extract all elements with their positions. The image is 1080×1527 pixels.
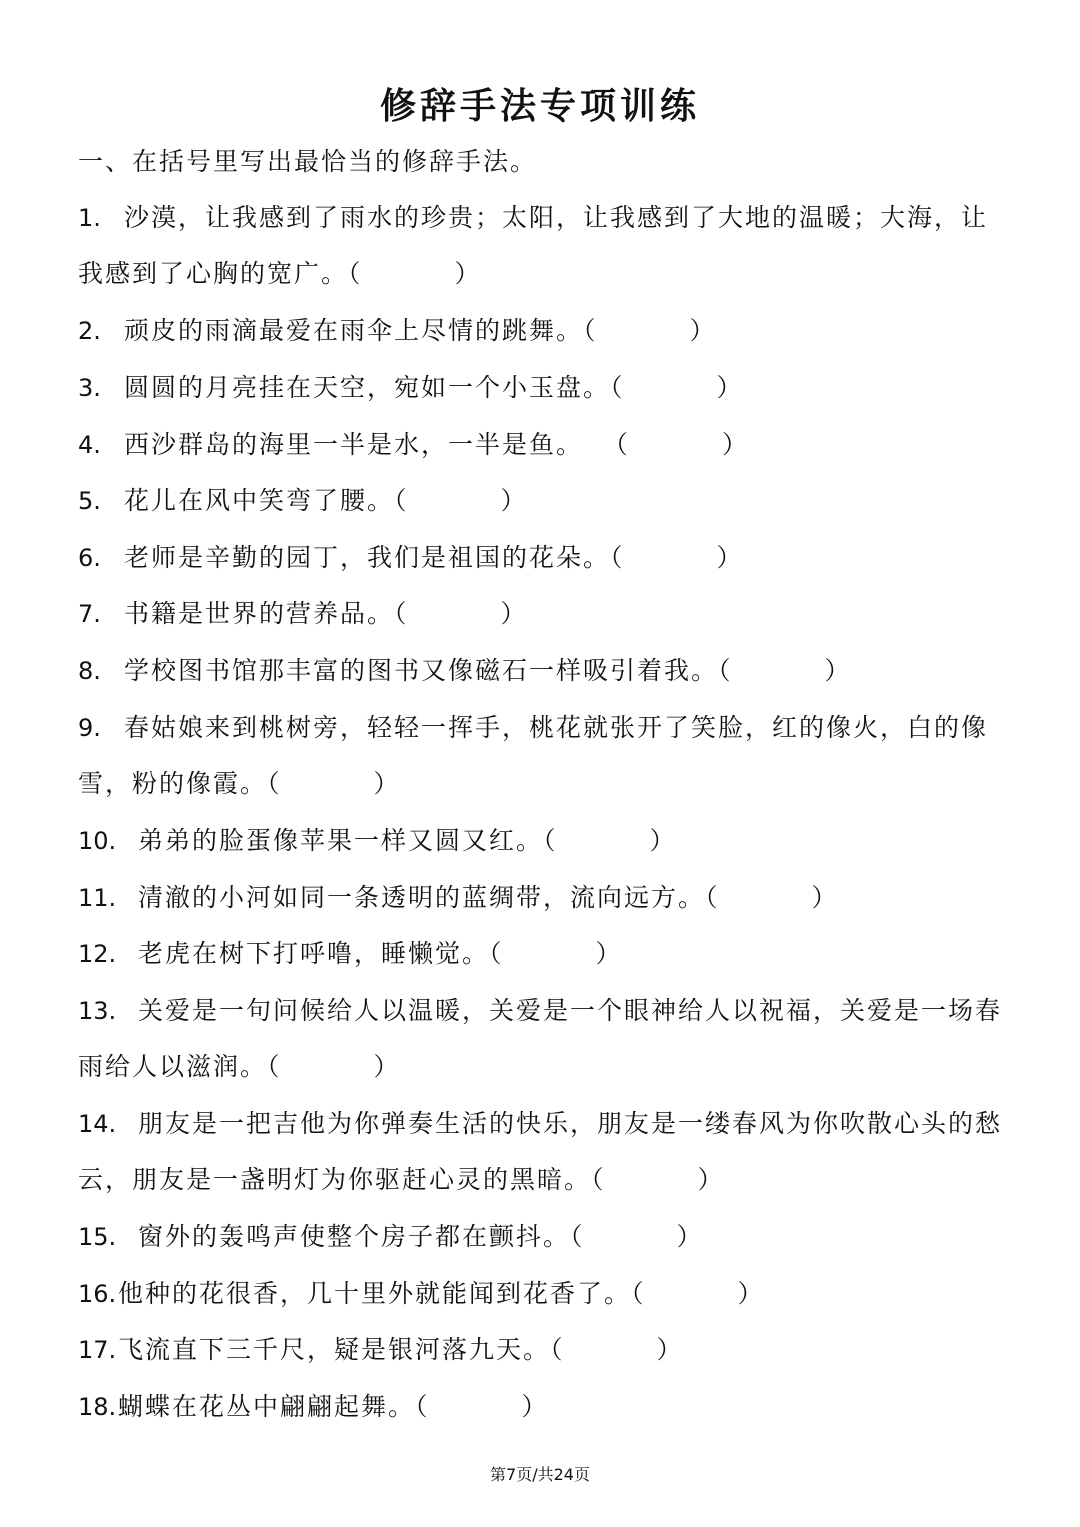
question-text: 他种的花很香，几十里外就能闻到花香了。	[118, 1279, 632, 1308]
question-text: 窗外的轰鸣声使整个房子都在颤抖。	[138, 1222, 571, 1251]
question-text: 老师是辛勤的园丁，我们是祖国的花朵。	[124, 543, 611, 572]
answer-paren-open: （	[394, 486, 409, 515]
question-text: 朋友是一把吉他为你弹奏生活的快乐，朋友是一缕春风为你吹散心头的愁云，朋友是一盏明灯为你驱赶心灵的黑暗。	[78, 1109, 1003, 1194]
answer-paren-close: ）	[649, 826, 677, 855]
answer-paren-open: （	[610, 373, 625, 402]
answer-paren-open: （	[718, 656, 733, 685]
question-number: 12.	[78, 940, 117, 968]
question-item	[78, 473, 1008, 529]
answer-paren-close: ）	[595, 939, 623, 968]
answer-paren-open: （	[543, 826, 558, 855]
question-text: 书籍是世界的营养品。	[124, 599, 395, 628]
question-item	[78, 1379, 1008, 1435]
answer-paren-close: ）	[500, 599, 528, 628]
page-footer: 第7页/共24页	[490, 1465, 590, 1484]
question-number: 14.	[78, 1110, 117, 1138]
section-heading: 一、在括号里写出最恰当的修辞手法。	[78, 147, 538, 176]
question-number: 5.	[78, 487, 101, 515]
question-number: 9.	[78, 714, 101, 742]
answer-paren-close: ）	[697, 1165, 725, 1194]
answer-paren-open: （	[705, 883, 720, 912]
answer-paren-open: （	[570, 1222, 585, 1251]
question-item	[78, 813, 1008, 869]
question-text: 花儿在风中笑弯了腰。	[124, 486, 395, 515]
question-text: 蝴蝶在花丛中翩翩起舞。	[118, 1392, 416, 1421]
question-number: 16.	[78, 1280, 117, 1308]
question-item	[78, 417, 1008, 473]
answer-paren-close: ）	[716, 373, 744, 402]
question-number: 7.	[78, 600, 101, 628]
answer-paren-close: ）	[737, 1279, 765, 1308]
question-number: 4.	[78, 431, 101, 459]
question-number: 6.	[78, 544, 101, 572]
answer-paren-close: ）	[811, 883, 839, 912]
question-number: 1.	[78, 204, 101, 232]
answer-paren-open: （	[591, 1165, 606, 1194]
answer-paren-close: ）	[824, 656, 852, 685]
question-item	[78, 1096, 1008, 1208]
question-number: 17.	[78, 1336, 117, 1364]
answer-paren-close: ）	[721, 430, 749, 459]
question-item	[78, 303, 1008, 359]
question-text: 沙漠，让我感到了雨水的珍贵；太阳，让我感到了大地的温暖；大海，让我感到了心胸的宽广。	[78, 203, 989, 288]
answer-paren-open: （	[415, 1392, 430, 1421]
answer-paren-open: （	[550, 1335, 565, 1364]
answer-paren-open: （	[610, 543, 625, 572]
answer-paren-open: （	[394, 599, 409, 628]
answer-paren-open: （	[267, 769, 282, 798]
question-text: 弟弟的脸蛋像苹果一样又圆又红。	[138, 826, 544, 855]
question-text: 西沙群岛的海里一半是水，一半是鱼。	[124, 430, 584, 459]
page-title: 修辞手法专项训练	[379, 85, 700, 127]
question-text: 学校图书馆那丰富的图书又像磁石一样吸引着我。	[124, 656, 719, 685]
question-number: 18.	[78, 1393, 117, 1421]
answer-paren-open: （	[267, 1052, 282, 1081]
question-item	[78, 360, 1008, 416]
question-text: 清澈的小河如同一条透明的蓝绸带，流向远方。	[138, 883, 706, 912]
question-number: 8.	[78, 657, 101, 685]
answer-paren-close: ）	[521, 1392, 549, 1421]
answer-paren-open: （	[348, 259, 363, 288]
question-text: 圆圆的月亮挂在天空，宛如一个小玉盘。	[124, 373, 611, 402]
question-text: 春姑娘来到桃树旁，轻轻一挥手，桃花就张开了笑脸，红的像火，白的像雪，粉的像霞。	[78, 713, 989, 798]
answer-paren-close: ）	[689, 316, 717, 345]
answer-paren-open: （	[489, 939, 504, 968]
question-item	[78, 1322, 1008, 1378]
question-number: 13.	[78, 997, 117, 1025]
question-item	[78, 530, 1008, 586]
question-number: 11.	[78, 884, 117, 912]
question-text: 顽皮的雨滴最爱在雨伞上尽情的跳舞。	[124, 316, 584, 345]
question-item	[78, 586, 1008, 642]
question-item	[78, 700, 1008, 812]
question-item	[78, 1266, 1008, 1322]
question-text: 飞流直下三千尺，疑是银河落九天。	[118, 1335, 551, 1364]
question-item	[78, 1209, 1008, 1265]
answer-paren-close: ）	[656, 1335, 684, 1364]
question-number: 2.	[78, 317, 101, 345]
answer-paren-open: （	[583, 316, 598, 345]
question-item	[78, 190, 1008, 302]
answer-paren-close: ）	[454, 259, 482, 288]
answer-paren-close: ）	[716, 543, 744, 572]
question-text: 关爱是一句问候给人以温暖，关爱是一个眼神给人以祝福，关爱是一场春雨给人以滋润。	[78, 996, 1003, 1081]
question-number: 10.	[78, 827, 117, 855]
answer-paren-close: ）	[373, 769, 401, 798]
answer-paren-close: ）	[676, 1222, 704, 1251]
answer-paren-open: （	[631, 1279, 646, 1308]
question-item	[78, 983, 1008, 1095]
answer-paren-open: （	[602, 430, 630, 459]
question-number: 3.	[78, 374, 101, 402]
answer-paren-close: ）	[500, 486, 528, 515]
question-item	[78, 870, 1008, 926]
question-number: 15.	[78, 1223, 117, 1251]
question-text: 老虎在树下打呼噜，睡懒觉。	[138, 939, 490, 968]
question-item	[78, 643, 1008, 699]
question-item	[78, 926, 1008, 982]
answer-paren-close: ）	[373, 1052, 401, 1081]
